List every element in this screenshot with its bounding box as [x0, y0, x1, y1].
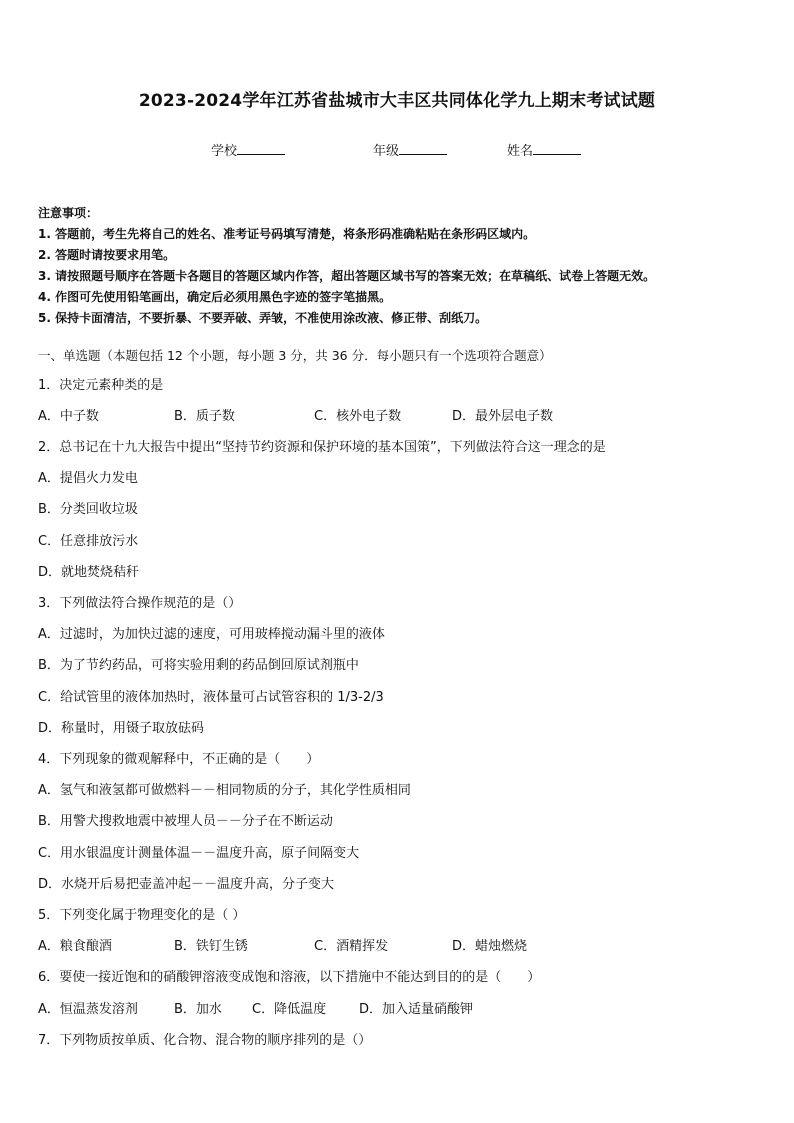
- question-3-stem: 3．下列做法符合操作规范的是（）: [38, 596, 242, 611]
- question-3-option-c[interactable]: C．给试管里的液体加热时，液体量可占试管容积的 1/3-2/3: [38, 690, 384, 705]
- notes-item: 1. 答题前，考生先将自己的姓名、准考证号码填写清楚，将条形码准确粘贴在条形码区域内。: [38, 227, 536, 241]
- name-field[interactable]: [507, 140, 581, 159]
- question-4-option-d[interactable]: D．水烧开后易把壶盖冲起－－温度升高，分子变大: [38, 877, 335, 892]
- question-6-option-d[interactable]: D．加入适量硝酸钾: [359, 1002, 474, 1017]
- question-6-stem: 6．要使一接近饱和的硝酸钾溶液变成饱和溶液，以下措施中不能达到目的的是（ ）: [38, 970, 541, 985]
- school-blank: [237, 142, 285, 155]
- school-field[interactable]: [211, 140, 285, 159]
- question-2-option-a[interactable]: A．提倡火力发电: [38, 471, 138, 486]
- exam-notes: [38, 203, 655, 329]
- question-2-option-d[interactable]: D．就地焚烧秸秆: [38, 565, 140, 580]
- question-1-option-c[interactable]: C．核外电子数: [314, 409, 402, 424]
- question-1-stem: 1．决定元素种类的是: [38, 378, 164, 393]
- question-5-stem: 5．下列变化属于物理变化的是（ ）: [38, 908, 246, 923]
- question-3-option-d[interactable]: D．称量时，用镊子取放砝码: [38, 721, 205, 736]
- notes-heading: 注意事项：: [38, 206, 99, 220]
- question-4-option-a[interactable]: A．氢气和液氢都可做燃料－－相同物质的分子，其化学性质相同: [38, 783, 411, 798]
- question-2-option-b[interactable]: B．分类回收垃圾: [38, 502, 138, 517]
- question-5-option-d[interactable]: D．蜡烛燃烧: [452, 939, 528, 954]
- grade-label: 年级: [373, 144, 400, 159]
- name-label: 姓名: [507, 144, 534, 159]
- question-6-option-a[interactable]: A．恒温蒸发溶剂: [38, 1002, 138, 1017]
- question-1-option-d[interactable]: D．最外层电子数: [452, 409, 554, 424]
- name-blank: [533, 142, 581, 155]
- question-1-option-b[interactable]: B．质子数: [174, 409, 235, 424]
- question-5-option-b[interactable]: B．铁钉生锈: [174, 939, 248, 954]
- question-6-option-c[interactable]: C．降低温度: [252, 1002, 327, 1017]
- notes-item: 2. 答题时请按要求用笔。: [38, 248, 176, 262]
- question-7-stem: 7．下列物质按单质、化合物、混合物的顺序排列的是（）: [38, 1033, 372, 1048]
- notes-item: 4. 作图可先使用铅笔画出，确定后必须用黑色字迹的签字笔描黑。: [38, 290, 392, 304]
- question-4-option-c[interactable]: C．用水银温度计测量体温－－温度升高，原子间隔变大: [38, 846, 360, 861]
- notes-item: 5. 保持卡面清洁，不要折暴、不要弄破、弄皱，不准使用涂改液、修正带、刮纸刀。: [38, 311, 488, 325]
- question-3-option-b[interactable]: B．为了节约药品，可将实验用剩的药品倒回原试剂瓶中: [38, 658, 359, 673]
- question-2-option-c[interactable]: C．任意排放污水: [38, 534, 139, 549]
- question-1-option-a[interactable]: A．中子数: [38, 409, 99, 424]
- question-4-option-b[interactable]: B．用警犬搜救地震中被埋人员－－分子在不断运动: [38, 814, 333, 829]
- grade-blank: [399, 142, 447, 155]
- question-5-option-a[interactable]: A．粮食酿酒: [38, 939, 112, 954]
- school-label: 学校: [211, 144, 238, 159]
- question-2-stem: 2．总书记在十九大报告中提出“坚持节约资源和保护环境的基本国策”，下列做法符合这一理念的是: [38, 440, 606, 455]
- question-3-option-a[interactable]: A．过滤时，为加快过滤的速度，可用玻棒搅动漏斗里的液体: [38, 627, 385, 642]
- notes-item: 3. 请按照题号顺序在答题卡各题目的答题区域内作答，超出答题区域书写的答案无效；在草稿纸、试卷上答题无效。: [38, 269, 656, 283]
- question-4-stem: 4．下列现象的微观解释中，不正确的是（ ）: [38, 752, 320, 767]
- question-6-option-b[interactable]: B．加水: [174, 1002, 222, 1017]
- page-title: 2023-2024学年江苏省盐城市大丰区共同体化学九上期末考试试题: [138, 91, 656, 111]
- section-heading: 一、单选题（本题包括 12 个小题，每小题 3 分，共 36 分．每小题只有一个选项符合题意）: [38, 348, 552, 363]
- grade-field[interactable]: [373, 140, 447, 159]
- question-5-option-c[interactable]: C．酒精挥发: [314, 939, 389, 954]
